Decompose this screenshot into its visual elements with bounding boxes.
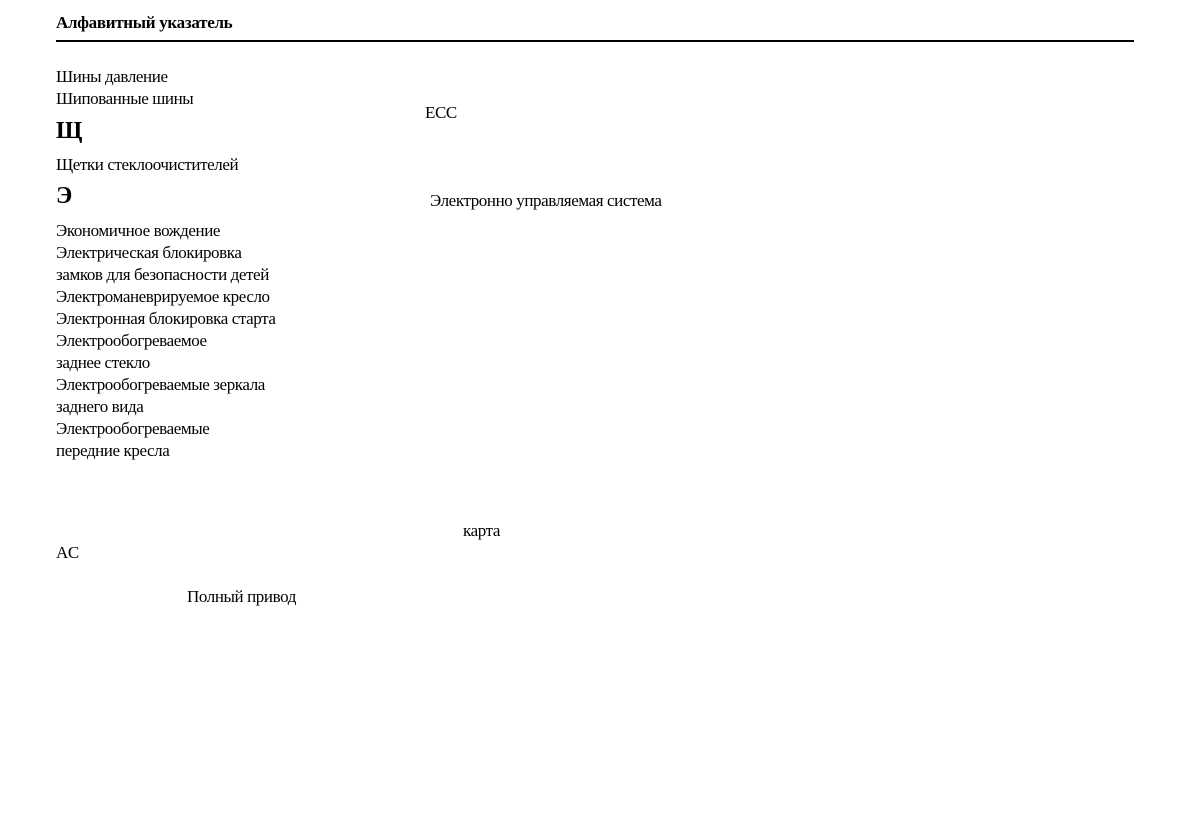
- section-letter-e: Э: [56, 183, 73, 209]
- index-entry-karta: карта: [463, 521, 501, 540]
- index-entry: передние кресла: [56, 441, 170, 460]
- index-entry: Шины давление: [56, 67, 168, 86]
- header-divider: [56, 40, 1134, 42]
- index-entry: заднего вида: [56, 397, 144, 416]
- index-entry: Электрообогреваемые: [56, 419, 210, 438]
- index-entry: Электрообогреваемое: [56, 331, 207, 350]
- index-entry-ecc: ECC: [425, 103, 457, 122]
- index-entry: Электронная блокировка старта: [56, 309, 276, 328]
- index-entry: Щетки стеклоочистителей: [56, 155, 239, 174]
- section-letter-shch: Щ: [56, 118, 83, 144]
- index-entry: замков для безопасности детей: [56, 265, 269, 284]
- index-entry: Шипованные шины: [56, 89, 194, 108]
- index-entry: Электроманеврируемое кресло: [56, 287, 270, 306]
- index-entry-full-drive: Полный привод: [187, 587, 296, 606]
- index-entry: Электрическая блокировка: [56, 243, 242, 262]
- index-entry: Электрообогреваемые зеркала: [56, 375, 265, 394]
- index-entry-ac: AC: [56, 543, 79, 562]
- index-entry: Экономичное вождение: [56, 221, 221, 240]
- index-entry: заднее стекло: [56, 353, 150, 372]
- index-title: Алфавитный указатель: [56, 13, 233, 32]
- index-entry-electronic-system: Электронно управляемая система: [430, 191, 662, 210]
